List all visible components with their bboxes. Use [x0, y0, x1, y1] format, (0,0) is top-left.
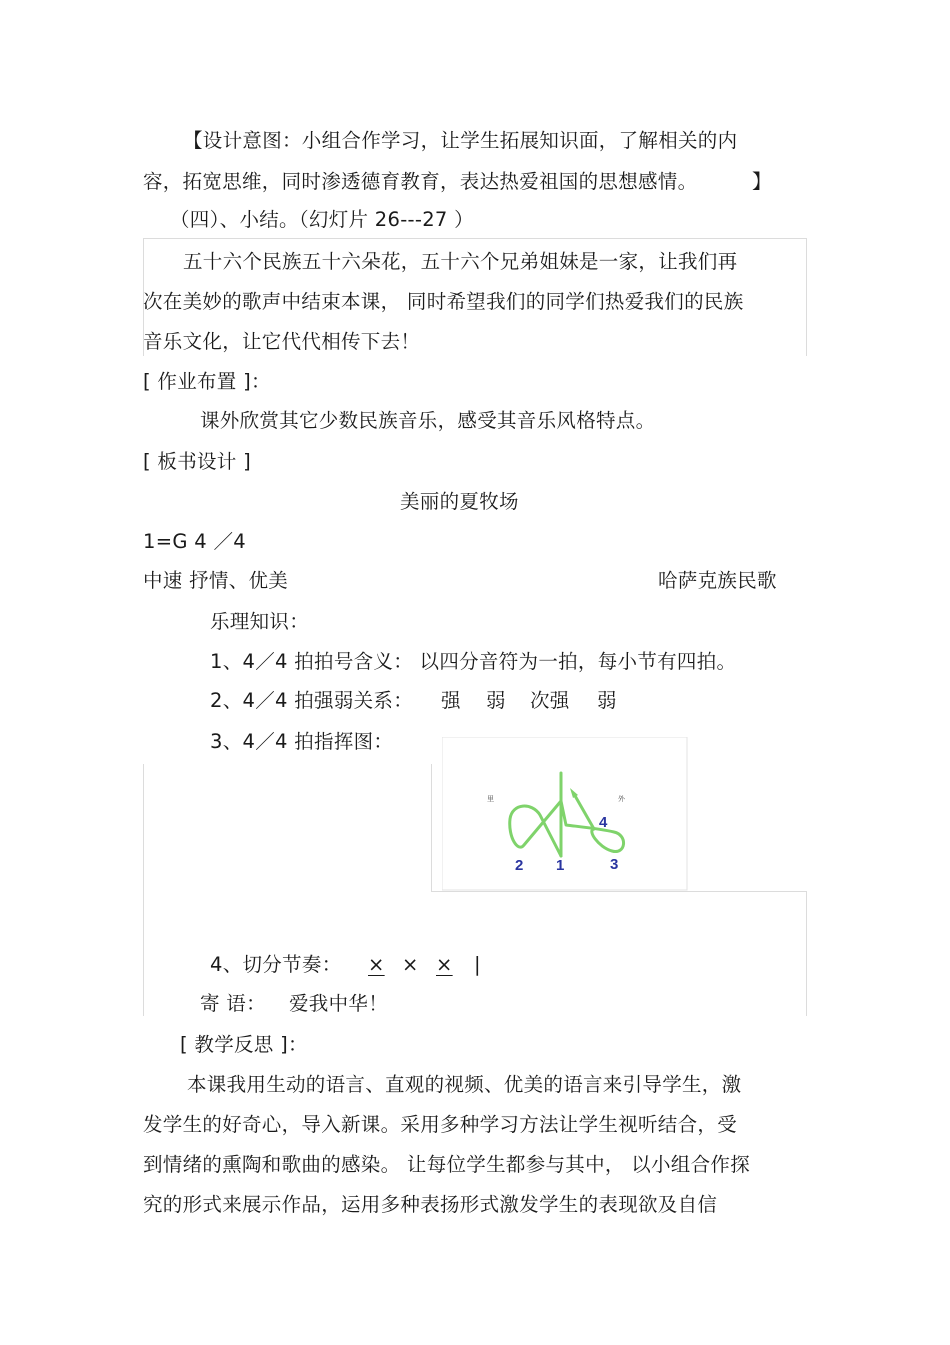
strength-value: 次强: [530, 689, 570, 712]
frame-line: [431, 764, 432, 892]
reflection-line-4: 究的形式来展示作品，运用多种表扬形式激发学生的表现欲及自信: [143, 1193, 718, 1216]
homework-heading: [ 作业布置 ]：: [143, 370, 271, 393]
theory-heading: 乐理知识：: [210, 610, 310, 633]
reflection-line-1: 本课我用生动的语言、直观的视频、优美的语言来引导学生，激: [187, 1073, 742, 1096]
frame-line: [431, 891, 807, 892]
summary-heading: （四）、小结。（幻灯片 26---27 ）: [170, 208, 474, 231]
design-intent-line-2: 容，拓宽思维，同时渗透德育教育，表达热爱祖国的思想感情。: [143, 170, 698, 193]
frame-line: [143, 764, 144, 1016]
theory-item-2-label: 2、4／4 拍强弱关系：: [210, 689, 414, 712]
frame-line: [143, 238, 807, 239]
board-heading: [ 板书设计 ]: [143, 450, 252, 473]
homework-text: 课外欣赏其它少数民族音乐，感受其音乐风格特点。: [200, 409, 656, 432]
theory-item-3: 3、4／4 拍指挥图：: [210, 730, 394, 753]
frame-line: [806, 891, 807, 1016]
motto-text: 爱我中华！: [289, 992, 389, 1015]
reflection-line-3: 到情绪的熏陶和歌曲的感染。 让每位学生都参与其中， 以小组合作探: [143, 1153, 750, 1176]
beat-number-2: 2: [515, 857, 524, 874]
rhythm-note: ×: [402, 953, 419, 976]
design-intent-line-1: 【设计意图：小组合作学习，让学生拓展知识面，了解相关的内: [183, 129, 738, 152]
song-origin: 哈萨克族民歌: [658, 569, 777, 592]
theory-item-4-label: 4、切分节奏：: [210, 953, 342, 976]
motto-label: 寄 语：: [200, 992, 266, 1015]
beat-number-1: 1: [556, 857, 565, 874]
song-key-signature: 1=G 4 ／4: [143, 530, 246, 553]
rhythm-barline: |: [474, 953, 481, 976]
song-tempo: 中速 抒情、优美: [143, 569, 289, 592]
design-intent-close-bracket: 】: [752, 170, 772, 193]
summary-text-line-3: 音乐文化，让它代代相传下去！: [143, 330, 421, 353]
reflection-heading: [ 教学反思 ]：: [180, 1033, 308, 1056]
beat-number-4: 4: [599, 814, 608, 831]
summary-text-line-2: 次在美妙的歌声中结束本课， 同时希望我们的同学们热爱我们的民族: [143, 290, 744, 313]
beat-number-3: 3: [610, 856, 619, 873]
rhythm-note: ×: [368, 953, 385, 976]
frame-line: [806, 238, 807, 356]
theory-item-1: 1、4／4 拍拍号含义： 以四分音符为一拍，每小节有四拍。: [210, 650, 737, 673]
strength-value: 弱: [486, 689, 506, 712]
reflection-line-2: 发学生的好奇心，导入新课。采用多种学习方法让学生视听结合，受: [143, 1113, 738, 1136]
diagram-label-outer: 外: [618, 796, 625, 803]
diagram-label-inner: 里: [487, 796, 494, 803]
summary-text-line-1: 五十六个民族五十六朵花，五十六个兄弟姐妹是一家，让我们再: [183, 250, 738, 273]
strength-value: 弱: [597, 689, 617, 712]
conducting-diagram: [442, 737, 688, 891]
rhythm-note: ×: [436, 953, 453, 976]
strength-value: 强: [441, 689, 461, 712]
song-title: 美丽的夏牧场: [400, 490, 519, 513]
